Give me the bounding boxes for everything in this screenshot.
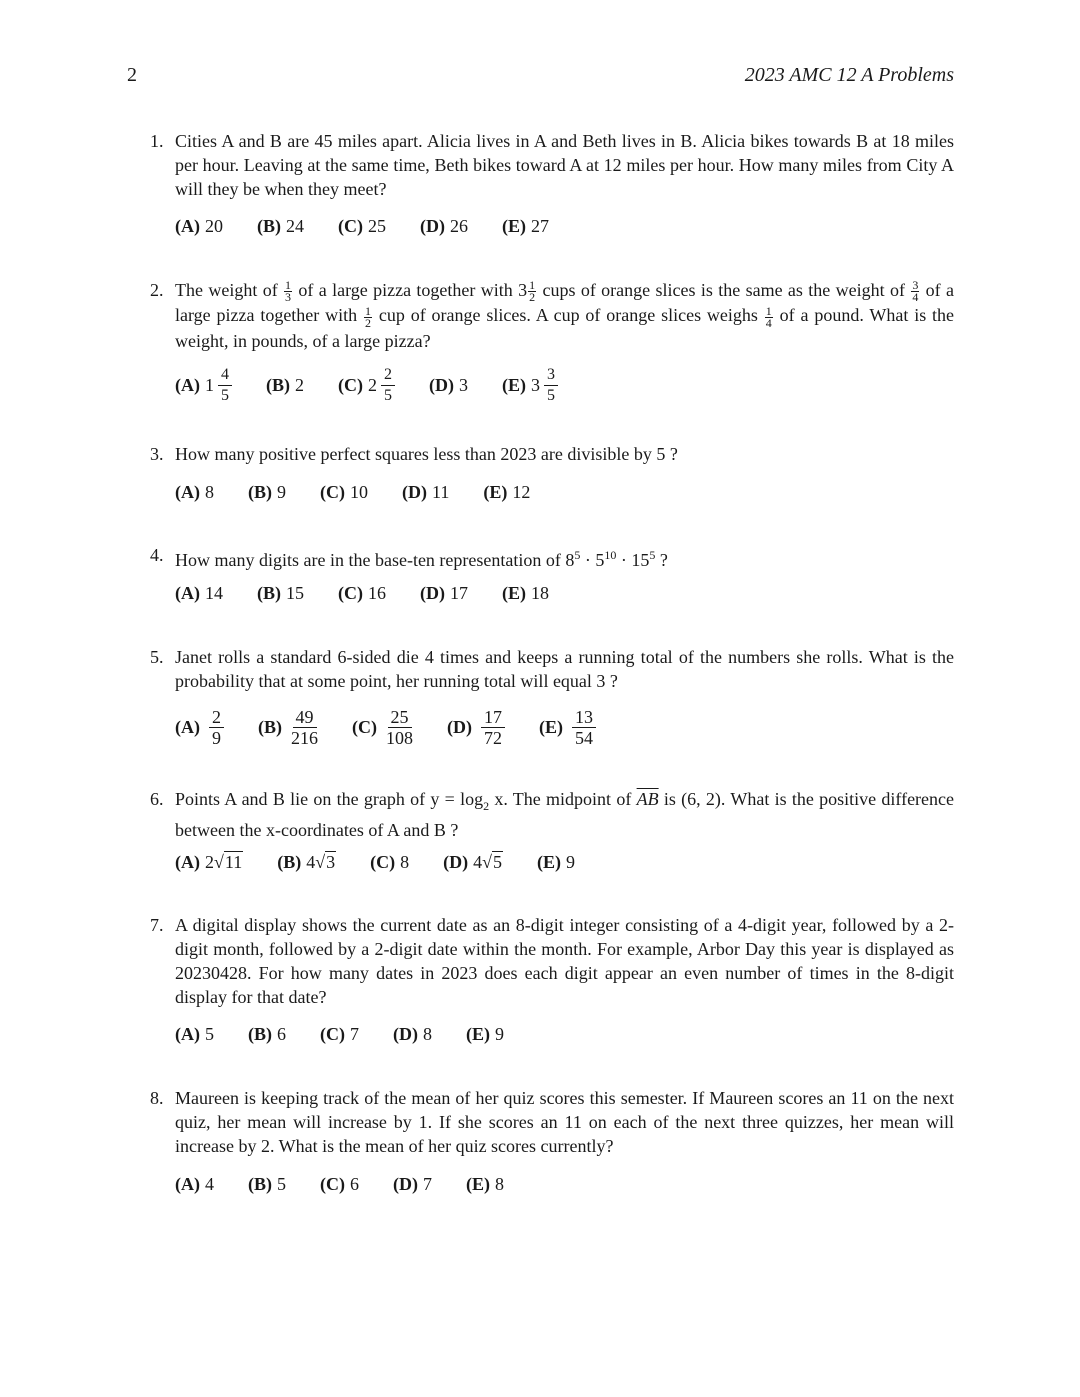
choice-a: (A) 2 √ 11	[175, 851, 243, 872]
problem-number: 7.	[150, 915, 164, 935]
problem-5	[150, 645, 954, 693]
problem-2	[150, 278, 954, 354]
choices-3	[175, 482, 564, 503]
choice-c: (C) 16	[338, 583, 386, 603]
choice-b: (B) 6	[248, 1024, 286, 1044]
choices-8	[175, 1174, 538, 1195]
problem-text: How many digits are in the base-ten representation of $8^5 \cdot 5^{10} \cdot 15^5$ ?	[175, 548, 668, 570]
choice-a: (A) 5	[175, 1024, 214, 1044]
choice-e: (E) 18	[502, 583, 549, 603]
choice-d: (D) 4 √ 5	[443, 851, 503, 872]
problem-4	[150, 543, 954, 572]
choice-d: (D) 26	[420, 216, 468, 236]
problem-text: How many positive perfect squares less than 2023 are divisible by 5 ?	[175, 444, 678, 464]
choice-a: (A) 20	[175, 216, 223, 236]
choice-a: (A) 1 $\frac{4}{5}$	[175, 365, 232, 406]
choice-c: (C) 10	[320, 482, 368, 502]
choice-d: (D) 7	[393, 1174, 432, 1194]
problem-text: The weight of $\frac{1}{3}$ of a large pizza together with 3 $\frac{1}{2}$ cups of orange slices is the same as the weight of $\frac{3}{4}$ of a large pizza together with $\frac{1}{2}$ cup of orange slices. A cup of orange slices weighs $\frac{1}{4}$ of a pound. What is the weight, in pounds, of a large pizza?	[175, 278, 955, 351]
choice-b: (B) 15	[257, 583, 304, 603]
choices-4	[175, 583, 583, 604]
problem-text: Points A and B lie on the graph of $y = \log_2 x$. The midpoint of $\overline{AB}$ is (6, 2). What is the positive difference between the x-coordinates of A and B ?	[175, 789, 955, 840]
choices-7	[175, 1024, 538, 1045]
problem-3	[150, 442, 954, 466]
choice-c: (C) 6	[320, 1174, 359, 1194]
choice-d: (D) 8	[393, 1024, 432, 1044]
fraction: $\frac{1}{4}$	[765, 303, 772, 330]
choice-e: (E) $\frac{13}{54}$	[539, 707, 596, 748]
choice-e: (E) 8	[466, 1174, 504, 1194]
choice-c: (C) 2 $\frac{2}{5}$	[338, 365, 395, 406]
problem-6	[150, 787, 954, 842]
problem-number: 5.	[150, 647, 164, 667]
problem-number: 1.	[150, 131, 164, 151]
choice-d: (D) $\frac{17}{72}$	[447, 707, 505, 748]
choice-d: (D) 17	[420, 583, 468, 603]
choice-e: (E) 27	[502, 216, 549, 236]
choice-a: (A) 4	[175, 1174, 214, 1194]
fraction: $\frac{1}{3}$	[285, 278, 292, 305]
problem-1	[150, 129, 954, 201]
choice-b: (B) $\frac{49}{216}$	[258, 707, 318, 748]
choice-b: (B) 24	[257, 216, 304, 236]
page-number: 2	[127, 64, 137, 86]
choice-a: (A) 14	[175, 583, 223, 603]
choice-a: (A) $\frac{2}{9}$	[175, 707, 224, 748]
choice-e: (E) 9	[537, 851, 576, 872]
choice-d: (D) 3	[429, 375, 468, 395]
choice-b: (B) 2	[266, 375, 304, 395]
choice-c: (C) 7	[320, 1024, 359, 1044]
choice-b: (B) 5	[248, 1174, 286, 1194]
choice-e: (E) 3 $\frac{3}{5}$	[502, 365, 558, 406]
problem-number: 2.	[150, 280, 164, 300]
choice-b: (B) 4 √ 3	[277, 851, 336, 872]
choices-5	[175, 707, 630, 748]
choice-c: (C) 25	[338, 216, 386, 236]
problem-number: 6.	[150, 789, 164, 809]
problem-text: A digital display shows the current date as an 8-digit integer consisting of a 4-digit year, followed by a 2-digit month, followed by a 2-digit date within the month. For example, Arbor Day this year is displayed as 20230428. For how many dates in 2023 does each digit appear an even number of times in the 8-digit display for that date?	[175, 915, 954, 1007]
choices-6	[175, 851, 609, 873]
problem-text: Maureen is keeping track of the mean of her quiz scores this semester. If Maureen scores an 11 on the next quiz, her mean will increase by 1. If she scores an 11 on each of the next three quizzes, her mean will increase by 2. What is the mean of her quiz scores currently?	[175, 1088, 954, 1156]
problem-number: 8.	[150, 1088, 164, 1108]
problem-text: Cities A and B are 45 miles apart. Alicia lives in A and Beth lives in B. Alicia bikes towards B at 18 miles per hour. Leaving at the same time, Beth bikes toward A at 12 miles per hour. How many miles from City A will they be when they meet?	[175, 131, 954, 199]
choices-1	[175, 216, 583, 237]
choice-c: (C) 8	[370, 851, 410, 872]
problem-8	[150, 1086, 954, 1158]
choice-b: (B) 9	[248, 482, 286, 502]
choice-e: (E) 9	[466, 1024, 504, 1044]
problem-text: Janet rolls a standard 6-sided die 4 times and keeps a running total of the numbers she rolls. What is the probability that at some point, her running total will equal 3 ?	[175, 647, 954, 691]
choice-a: (A) 8	[175, 482, 214, 502]
choice-d: (D) 11	[402, 482, 450, 502]
problem-7	[150, 913, 954, 1009]
fraction: $\frac{1}{2}$	[365, 303, 372, 330]
problem-number: 3.	[150, 444, 164, 464]
choices-2	[175, 365, 592, 406]
choice-c: (C) $\frac{25}{108}$	[352, 707, 413, 748]
choice-e: (E) 12	[483, 482, 531, 502]
problem-number: 4.	[150, 545, 164, 565]
running-head: 2023 AMC 12 A Problems	[744, 64, 954, 86]
fraction: $\frac{1}{2}$	[529, 278, 536, 305]
fraction: $\frac{3}{4}$	[912, 278, 919, 305]
